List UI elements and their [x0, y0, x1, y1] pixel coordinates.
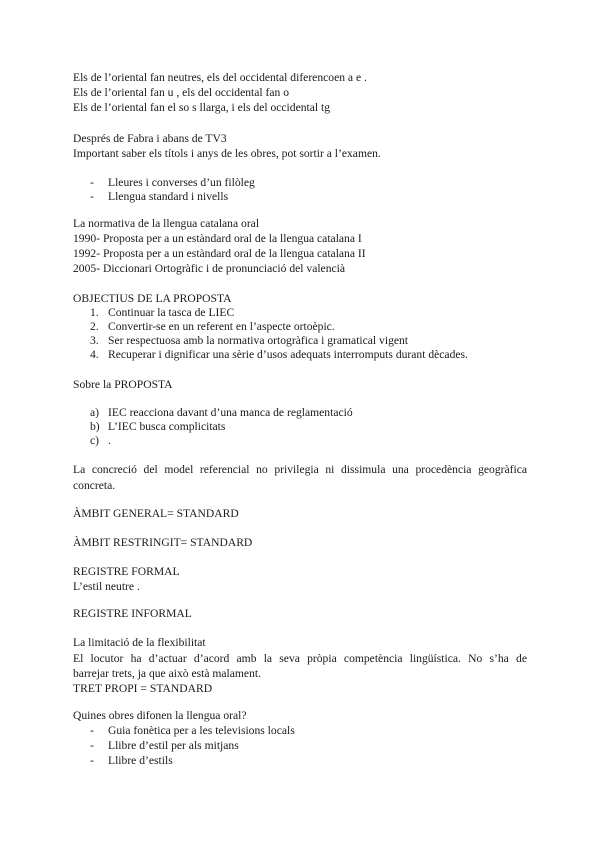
concrecio-line-1: La concreció del model referencial no privilegia ni dissimula una procedència geogràfica [73, 463, 527, 476]
objectiu-text: Ser respectuosa amb la normativa ortogràfica i gramatical vigent [108, 334, 409, 347]
sobre-text: IEC reacciona davant d’una manca de reglamentació [108, 406, 353, 419]
ambit-restringit: ÀMBIT RESTRINGIT= STANDARD [73, 536, 253, 549]
bullet-dash: - [90, 176, 94, 189]
registre-formal-title: REGISTRE FORMAL [73, 565, 180, 578]
objectiu-text: Convertir-se en un referent en l’aspecte ortoèpic. [108, 320, 335, 333]
sobre-letter: c) [90, 434, 100, 447]
objectiu-number: 2. [90, 320, 99, 333]
objectius-title: OBJECTIUS DE LA PROPOSTA [73, 292, 232, 305]
objectiu-text: Continuar la tasca de LIEC [108, 306, 235, 319]
obres-bullet: Llibre d’estil per als mitjans [108, 739, 239, 752]
obres-bullet: Guia fonètica per a les televisions locals [108, 724, 295, 737]
intro-line-1: Els de l’oriental fan neutres, els del occidental diferencoen a e . [73, 71, 367, 84]
normativa-entry: 1990- Proposta per a un estàndard oral de la llengua catalana I [73, 232, 362, 245]
normativa-entry: 1992- Proposta per a un estàndard oral de la llengua catalana II [73, 247, 366, 260]
sobre-text: . [108, 434, 111, 447]
sobre-title: Sobre la PROPOSTA [73, 378, 173, 391]
objectiu-number: 3. [90, 334, 99, 347]
limitacio-line-1: El locutor ha d’actuar d’acord amb la seva pròpia competència lingüística. No s’ha de [73, 652, 527, 665]
obres-title: Quines obres difonen la llengua oral? [73, 709, 247, 722]
bullet-dash: - [90, 754, 94, 767]
obres-bullet: Llibre d’estils [108, 754, 173, 767]
sobre-text: L’IEC busca complicitats [108, 420, 226, 433]
fabra-bullet: Llengua standard i nivells [108, 190, 229, 203]
bullet-dash: - [90, 190, 94, 203]
fabra-note: Important saber els títols i anys de les obres, pot sortir a l’examen. [73, 147, 381, 160]
fabra-title: Després de Fabra i abans de TV3 [73, 132, 227, 145]
normativa-entry: 2005- Diccionari Ortogràfic i de pronunciació del valencià [73, 262, 346, 275]
objectiu-number: 4. [90, 348, 99, 361]
limitacio-line-2: barrejar trets, ja que això està malament. [73, 667, 261, 680]
bullet-dash: - [90, 724, 94, 737]
ambit-general: ÀMBIT GENERAL= STANDARD [73, 507, 239, 520]
limitacio-title: La limitació de la flexibilitat [73, 636, 206, 649]
objectiu-text: Recuperar i dignificar una sèrie d’usos adequats interromputs durant dècades. [108, 348, 468, 361]
sobre-letter: b) [90, 420, 100, 433]
concrecio-line-2: concreta. [73, 479, 116, 492]
tret-propi: TRET PROPI = STANDARD [73, 682, 213, 695]
normativa-title: La normativa de la llengua catalana oral [73, 217, 260, 230]
intro-line-2: Els de l’oriental fan u , els del occidental fan o [73, 86, 290, 99]
registre-informal-title: REGISTRE INFORMAL [73, 607, 192, 620]
intro-line-3: Els de l’oriental fan el so s llarga, i els del occidental tg [73, 101, 331, 114]
sobre-letter: a) [90, 406, 100, 419]
objectiu-number: 1. [90, 306, 99, 319]
bullet-dash: - [90, 739, 94, 752]
fabra-bullet: Lleures i converses d’un filòleg [108, 176, 255, 189]
registre-formal-text: L’estil neutre . [73, 580, 140, 593]
